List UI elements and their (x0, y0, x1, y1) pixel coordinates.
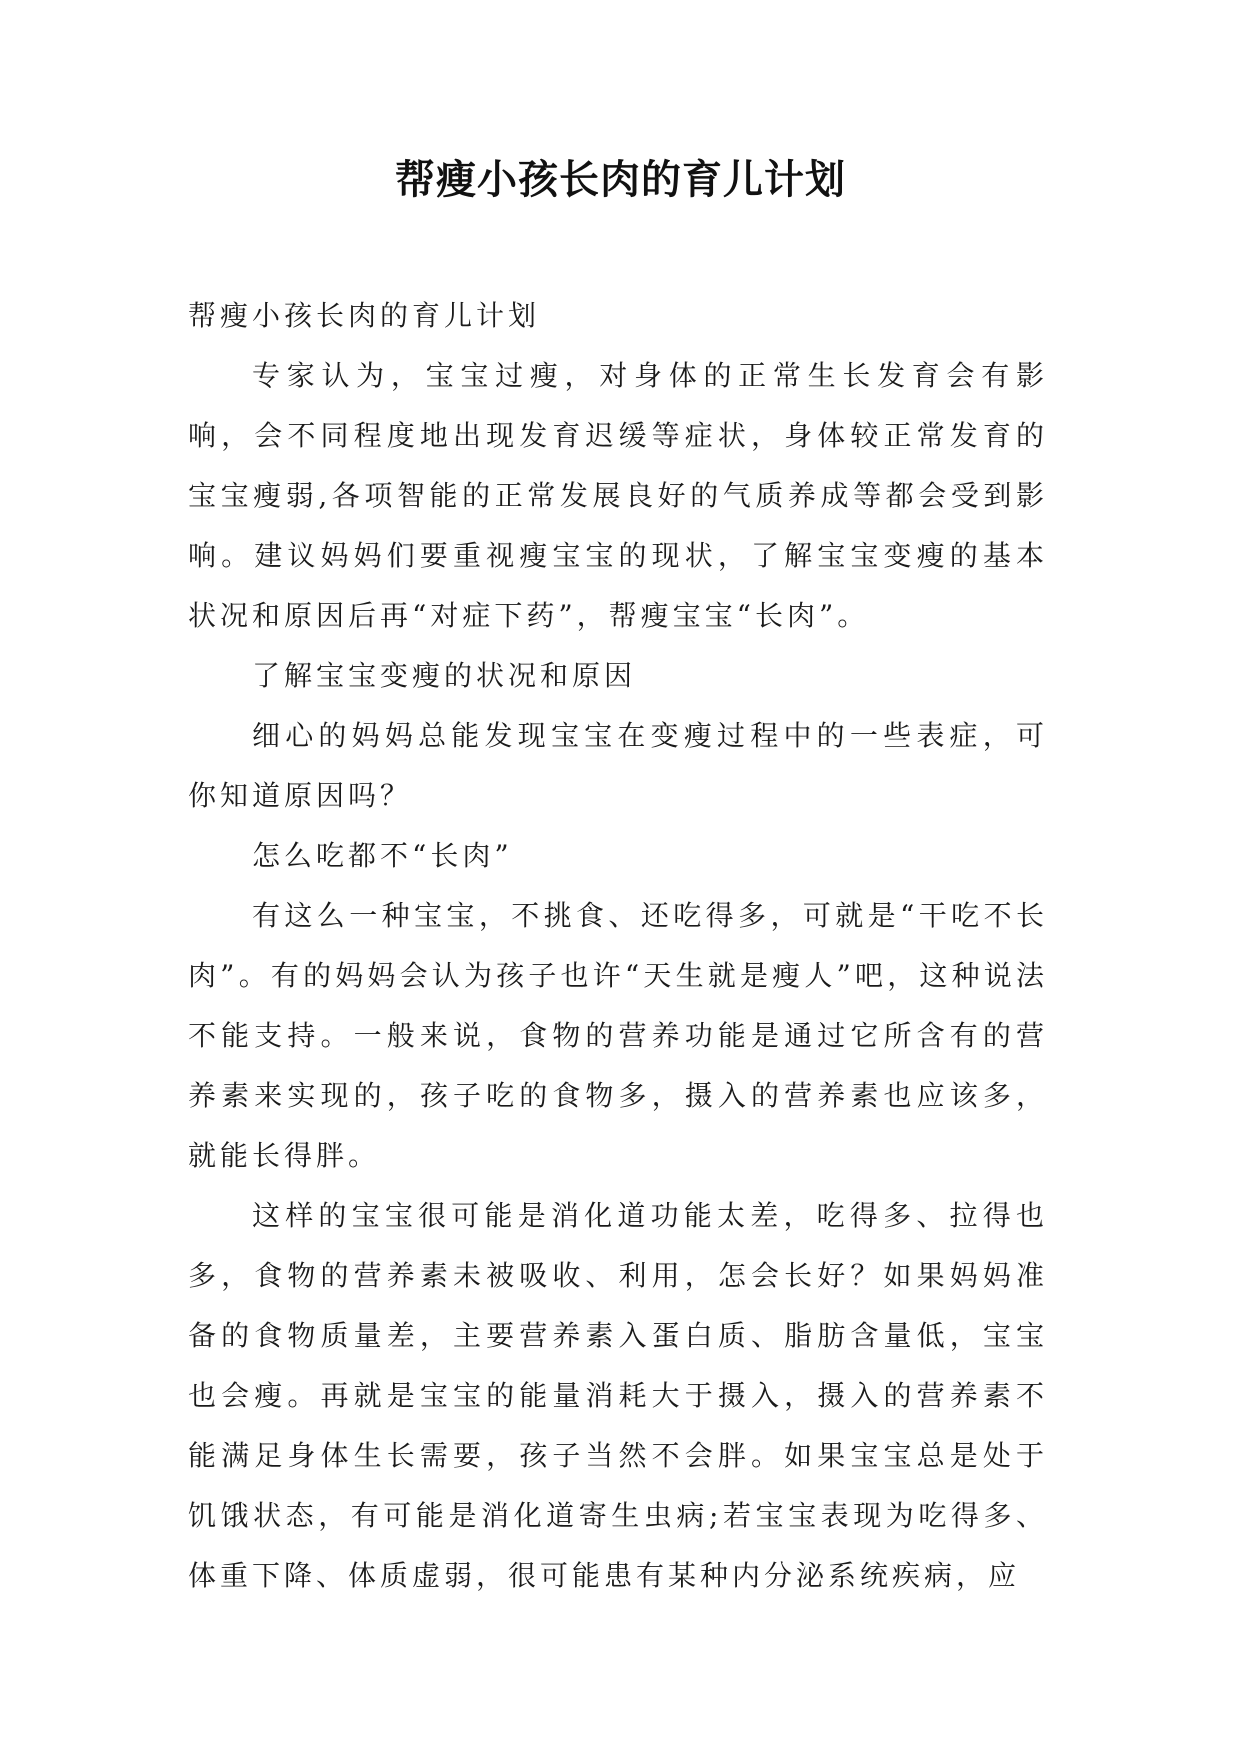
page-title: 帮瘦小孩长肉的育儿计划 (395, 156, 846, 203)
document-body (188, 286, 1048, 1606)
paragraph: 这样的宝宝很可能是消化道功能太差，吃得多、拉得也多，食物的营养素未被吸收、利用，怎会长好？如果妈妈准备的食物质量差，主要营养素入蛋白质、脂肪含量低，宝宝也会瘦。再就是宝宝的能量消耗大于摄入，摄入的营养素不能满足身体生长需要，孩子当然不会胖。如果宝宝总是处于饥饿状态，有可能是消化道寄生虫病;若宝宝表现为吃得多、体重下降、体质虚弱，很可能患有某种内分泌系统疾病，应 (188, 1199, 1048, 1592)
section-heading: 了解宝宝变瘦的状况和原因 (252, 659, 637, 692)
section-heading: 怎么吃都不“长肉” (252, 839, 513, 872)
paragraph: 有这么一种宝宝，不挑食、还吃得多，可就是“干吃不长肉”。有的妈妈会认为孩子也许“天生就是瘦人”吧，这种说法不能支持。一般来说，食物的营养功能是通过它所含有的营养素来实现的，孩子吃的食物多，摄入的营养素也应该多，就能长得胖。 (188, 899, 1048, 1172)
paragraph: 细心的妈妈总能发现宝宝在变瘦过程中的一些表症，可你知道原因吗？ (188, 719, 1048, 812)
paragraph-subtitle: 帮瘦小孩长肉的育儿计划 (188, 299, 541, 332)
paragraph: 专家认为，宝宝过瘦，对身体的正常生长发育会有影响，会不同程度地出现发育迟缓等症状，身体较正常发育的宝宝瘦弱,各项智能的正常发展良好的气质养成等都会受到影响。建议妈妈们要重视瘦宝宝的现状，了解宝宝变瘦的基本状况和原因后再“对症下药”，帮瘦宝宝“长肉”。 (188, 359, 1048, 632)
